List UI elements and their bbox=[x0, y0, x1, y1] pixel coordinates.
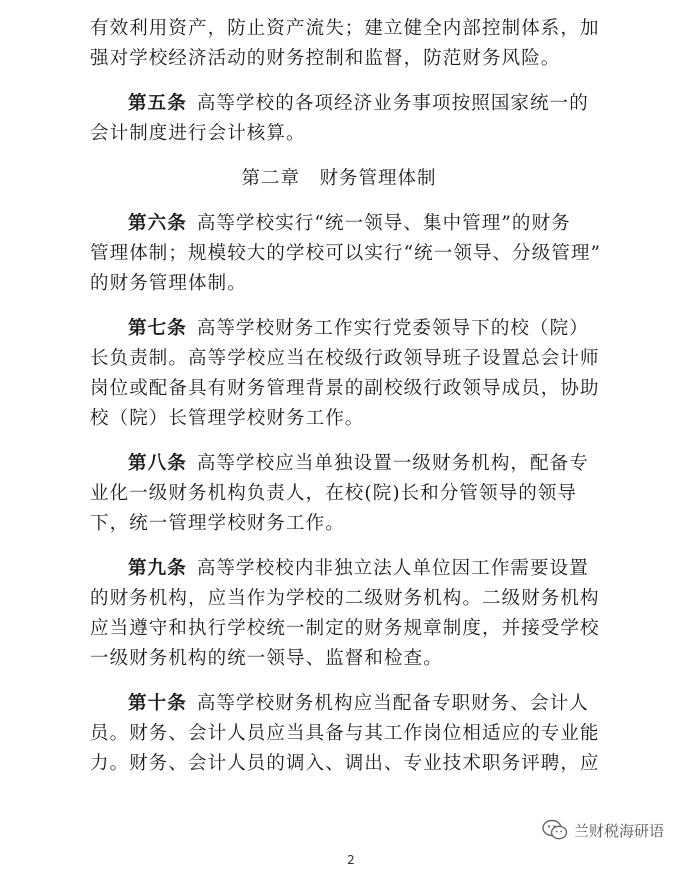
article-5 bbox=[90, 89, 589, 149]
article-5-text: 会计制度进行会计核算。 bbox=[90, 123, 306, 144]
article-9 bbox=[90, 554, 600, 674]
article-9-text: 一级财务机构的统一领导、监督和检查。 bbox=[90, 648, 443, 669]
article-7-text: 校（院）长管理学校财务工作。 bbox=[90, 408, 365, 429]
text-line: 有效利用资产，防止资产流失；建立健全内部控制体系，加 bbox=[90, 18, 600, 39]
article-6 bbox=[90, 209, 602, 299]
article-9-text: 应当遵守和执行学校统一制定的财务规章制度，并接受学校 bbox=[90, 618, 600, 639]
document-body bbox=[90, 14, 602, 779]
article-6-label: 第六条 bbox=[128, 213, 187, 234]
article-7 bbox=[90, 314, 600, 434]
article-6-text: 管理体制；规模较大的学校可以实行“统一领导、分级管理” bbox=[90, 243, 602, 264]
wechat-icon bbox=[542, 819, 568, 841]
article-8-text: 高等学校应当单独设置一级财务机构，配备专 bbox=[196, 453, 589, 474]
watermark bbox=[542, 819, 664, 841]
article-8-label: 第八条 bbox=[128, 453, 187, 474]
article-7-text: 长负责制。高等学校应当在校级行政领导班子设置总会计师 bbox=[90, 348, 600, 369]
text-line: 强对学校经济活动的财务控制和监督，防范财务风险。 bbox=[90, 48, 561, 69]
article-5-text: 高等学校的各项经济业务事项按照国家统一的 bbox=[196, 93, 589, 114]
article-8-text: 下，统一管理学校财务工作。 bbox=[90, 513, 345, 534]
article-10-text: 力。财务、会计人员的调入、调出、专业技术职务评聘，应 bbox=[90, 753, 600, 774]
article-9-text: 高等学校校内非独立法人单位因工作需要设置 bbox=[196, 558, 589, 579]
article-7-text: 岗位或配备具有财务管理背景的副校级行政领导成员，协助 bbox=[90, 378, 600, 399]
article-9-label: 第九条 bbox=[128, 558, 187, 579]
watermark-text: 兰财税海研语 bbox=[573, 821, 664, 840]
article-9-text: 的财务机构，应当作为学校的二级财务机构。二级财务机构 bbox=[90, 588, 600, 609]
article-10 bbox=[90, 689, 600, 779]
article-7-label: 第七条 bbox=[128, 318, 187, 339]
article-6-text: 高等学校实行“统一领导、集中管理”的财务 bbox=[196, 213, 571, 234]
article-10-text: 高等学校财务机构应当配备专职财务、会计人 bbox=[196, 693, 589, 714]
page-number: 2 bbox=[347, 853, 355, 867]
article-6-text: 的财务管理体制。 bbox=[90, 273, 247, 294]
chapter-heading: 第二章 财务管理体制 bbox=[241, 168, 437, 189]
article-7-text: 高等学校财务工作实行党委领导下的校（院） bbox=[196, 318, 589, 339]
article-5-label: 第五条 bbox=[128, 93, 187, 114]
article-10-label: 第十条 bbox=[128, 693, 187, 714]
article-8 bbox=[90, 449, 589, 539]
article-10-text: 员。财务、会计人员应当具备与其工作岗位相适应的专业能 bbox=[90, 723, 600, 744]
article-8-text: 业化一级财务机构负责人，在校(院)长和分管领导的领导 bbox=[90, 483, 578, 504]
